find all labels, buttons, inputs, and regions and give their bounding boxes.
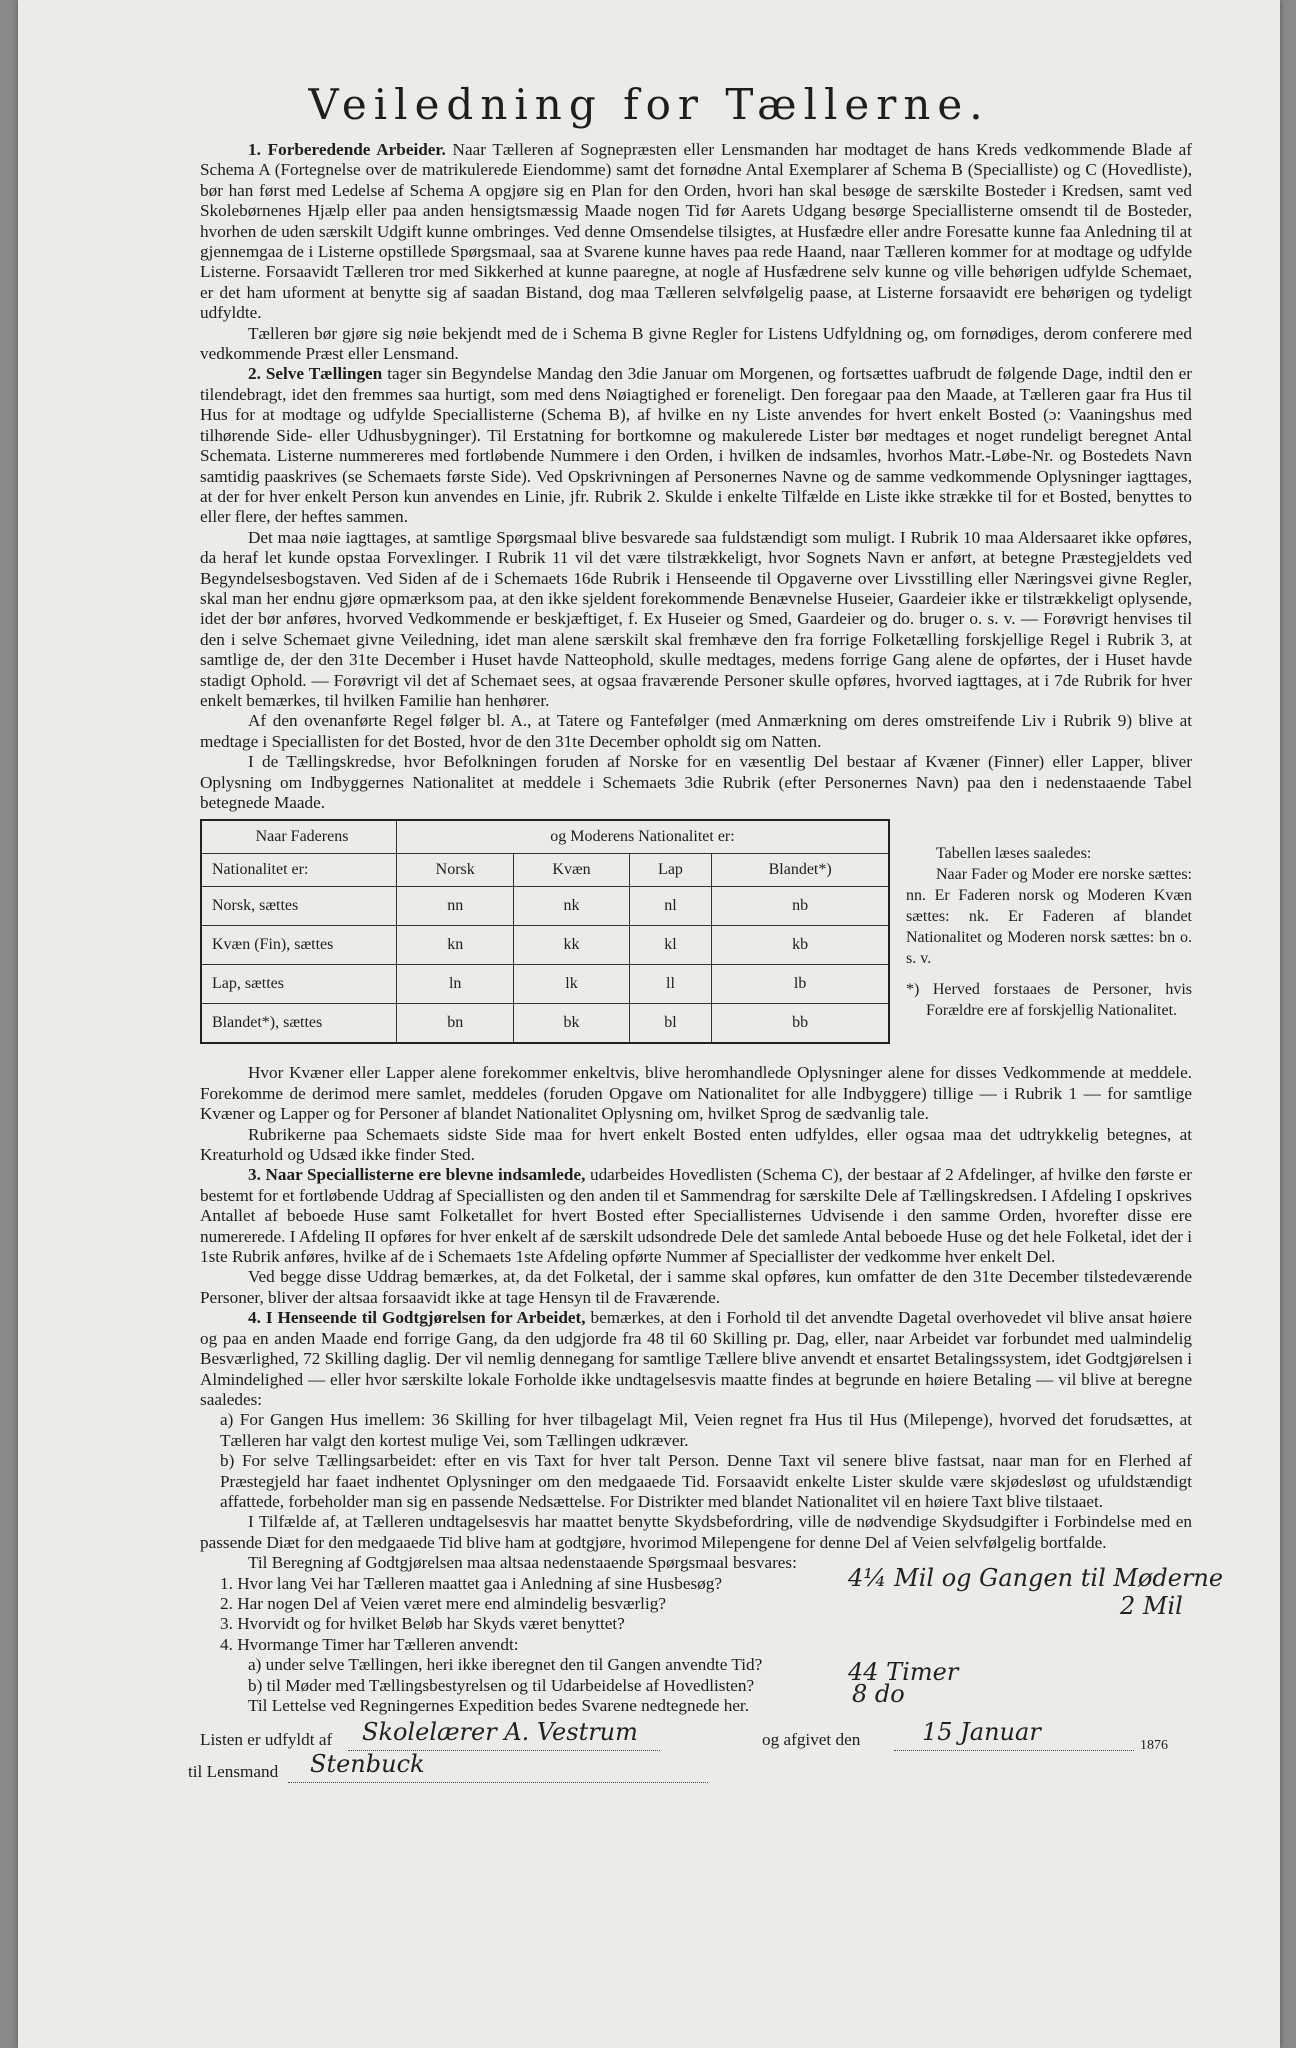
year-label: 1876: [1140, 1738, 1168, 1754]
table-cell: nb: [712, 887, 889, 926]
nationality-table: [200, 819, 890, 1044]
section-4-heading: 4. I Henseende til Godtgjørelsen for Arbeidet,: [248, 1308, 586, 1328]
section-4-item-b: b) For selve Tællingsarbeidet: efter en vis Taxt for hver talt Person. Denne Taxt vil senere blive fastsat, naar man for en Flerhed af Præstegjeld har faaet indhentet Oplysninger om den medgaaede Tid. Forsaavidt enkelte Lister skulde være skjødesløst og ufuldstændigt affattede, forbeholder man sig en passende Nedsættelse. For Distrikter med blandet Nationalitet vil en høiere Taxt blive tilstaaet.: [220, 1451, 1192, 1511]
question-4b: b) til Møder med Tællingsbestyrelsen og til Udarbeidelse af Hovedlisten?: [248, 1675, 755, 1695]
section-2-paragraph-2: Det maa nøie iagttages, at samtlige Spørgsmaal blive besvarede saa fuldstændigt som muligt. I Rubrik 10 maa Aldersaaret ikke opføres, da heraf let kunde opstaa Forvexlinger. I Rubrik 11 vil det være tilstrækkeligt, hvor Sognets Navn er anført, at betegne Præstegjeldets ved Begyndelsesbogstaven. Ved Siden af de i Schemaets 16de Rubrik i Henseende til Opgaverne over Livsstilling eller Næringsvei givne Regler, skal man her endnu gjøre opmærksom paa, at den ikke sjeldent forekommende Benævnelse Huseier, Gaardeier ikke er tilstrækkeligt oplysende, idet der bør anføres, hvorved Vedkommende er beskjæftiget, f. Ex Huseier og Smed, Gaardeier og do. bruger o. s. v. — Forøvrigt henvises til den i selve Schemaet givne Veiledning, idet man alene særskilt skal fremhæve den fra forrige Folketælling forskjellige Regel i Rubrik 3, at samtlige de, der den 31te December i Huset havde Natteophold, skulle medtages, medens forrige Gang alene de opførtes, der i Huset havde stadigt Ophold. — Forøvrigt vil det af Schemaet sees, at ogsaa fraværende Personer skulle opføres, hvorved iagttages, at i 7de Rubrik for hver enkelt bemærkes, til hvilken Familie han henhører.: [200, 527, 1192, 710]
question-4a: a) under selve Tællingen, heri ikke iberegnet den til Gangen anvendte Tid?: [248, 1655, 763, 1675]
table-cell: lk: [514, 965, 629, 1004]
table-cell: bn: [397, 1004, 514, 1044]
table-cell: ll: [629, 965, 712, 1004]
table-explanation: [906, 843, 1192, 1021]
section-3-heading: 3. Naar Speciallisterne ere blevne indsamlede,: [248, 1165, 586, 1185]
section-3-paragraph-2: Ved begge disse Uddrag bemærkes, at, da det Folketal, der i samme skal opføres, kun omfatter de den 31te December tilstedeværende Personer, bliver der altsaa forsaavidt ikke at tage Hensyn til de Fraværende.: [200, 1267, 1192, 1307]
document-page: [18, 0, 1280, 2048]
father-header-2: Nationalitet er:: [201, 854, 397, 887]
table-cell: ln: [397, 965, 514, 1004]
section-3-paragraph: 3. Naar Speciallisterne ere blevne indsamlede, udarbeides Hovedlisten (Schema C), der bestaar af 2 Afdelinger, af hvilke den første er bestemt for et fortløbende Uddrag af Speciallisten og den anden til et Sammendrag for særskilte Dele af Tællingskredsen. I Afdeling I opskrives Antallet af beboede Huse samt Folketallet for hvert Bosted efter Speciallisternes Udvisende i den samme Orden, hvorefter disse ere numererede. I Afdeling II opføres for hver enkelt af de særskilt udsondrede Dele det samlede Antal beboede Huse og det hele Folketal, idet der i 1ste Rubrik anføres, hvilke af de i Schemaets 1ste Afdeling opførte Nummer af Speciallister der vedkomme hver enkelt Del.: [200, 1165, 1193, 1267]
table-caption: Tabellen læses saaledes:: [936, 845, 1092, 863]
row-label: Kvæn (Fin), sættes: [201, 926, 397, 965]
table-header-row: [201, 820, 889, 854]
signature-block: [188, 1718, 1192, 1792]
handwritten-date: 15 Januar: [922, 1718, 1041, 1747]
column-header: Kvæn: [514, 854, 629, 887]
lensmand-label: til Lensmand: [188, 1762, 279, 1782]
question-3: 3. Hvorvidt og for hvilket Beløb har Skyds været benyttet?: [220, 1614, 625, 1634]
section-1-paragraph-2: Tælleren bør gjøre sig nøie bekjendt med de i Schema B givne Regler for Listens Udfyldning og, om fornødiges, derom conferere med vedkommende Præst eller Lensmand.: [200, 323, 1192, 364]
afgivet-label: og afgivet den: [762, 1730, 861, 1750]
table-cell: nl: [629, 887, 712, 926]
section-2-heading: 2. Selve Tællingen: [248, 364, 383, 384]
table-cell: kn: [397, 926, 514, 965]
section-4-paragraph-3: Til Beregning af Godtgjørelsen maa altsaa nedenstaaende Spørgsmaal besvares:: [248, 1553, 797, 1573]
column-header: Norsk: [397, 854, 514, 887]
table-column-row: [201, 854, 889, 887]
after-table-paragraph: Hvor Kvæner eller Lapper alene forekommer enkeltvis, blive heromhandlede Oplysninger alene for disses Vedkommende at meddele. Forekomme de derimod mere samlet, meddeles (foruden Opgave om Nationalitet for alle Indbyggere) tillige — i Rubrik 1 — for samtlige Kvæner og Lapper og for Personer af blandet Nationalitet Oplysning om, hvilket Sprog de sædvanlig tale.: [200, 1063, 1192, 1124]
table-cell: bb: [712, 1004, 889, 1044]
nationality-block: [200, 819, 1192, 1055]
after-table-paragraph-2: Rubrikerne paa Schemaets sidste Side maa for hvert enkelt Bosted enten udfyldes, eller ogsaa maa det udtrykkelig betegnes, at Kreaturhold og Udsæd ikke finder Sted.: [200, 1124, 1192, 1165]
table-cell: kb: [712, 926, 889, 965]
table-cell: bk: [514, 1004, 629, 1044]
page-title: Veiledning for Tællerne.: [308, 80, 990, 129]
table-explanation-text: Naar Fader og Moder ere norske sættes: nn. Er Faderen norsk og Moderen Kvæn sættes: nk. Er Faderen af blandet Nationalitet og Moderen norsk sættes: bn o. s. v.: [906, 866, 1192, 968]
handwritten-lister-name: Skolelærer A. Vestrum: [362, 1718, 638, 1747]
listen-label: Listen er udfyldt af: [200, 1730, 333, 1750]
table-cell: nk: [514, 887, 629, 926]
section-1-heading: 1. Forberedende Arbeider.: [248, 140, 446, 159]
section-1-paragraph: 1. Forberedende Arbeider. Naar Tælleren af Sognepræsten eller Lensmanden har modtaget de hans Kreds vedkommende Blade af Schema A (Fortegnelse over de matrikulerede Eiendomme) samt det fornødne Antal Exemplarer af Schema B (Specialliste) og C (Hovedliste), bør han først med Ledelse af Schema A opgjøre sig en Plan for den Orden, hvori han skal besøge de særskilte Bosteder i Kredsen, samt ved Skolebørnenes Hjælp eller paa anden hensigtsmæssig Maade nogen Tid før Aarets Udgang besørge Speciallisterne omsendt til de Bosteder, hvorhen de uden særskilt Udgift kunne ombringes. Ved denne Omsendelse tilsigtes, at Husfædre eller andre Foresatte kunne faa Anledning til at gjennemgaa de i Listerne opstillede Spørgsmaal, saa at Svarene kunne haves paa rede Haand, naar Tælleren kommer for at modtage og udfylde Listerne. Forsaavidt Tælleren tror med Sikkerhed at kunne paaregne, at nogle af Husfædrene selv kunne og ville behørigen udfylde Schemaet, er det ham uforment at benytte sig af saadan Bistand, dog maa Tælleren selvfølgelig paase, at Listerne forsaavidt ere behørigen og tydeligt udfyldte.: [200, 140, 1192, 323]
table-cell: kl: [629, 926, 712, 965]
table-footnote: *) Herved forstaaes de Personer, hvis Forældre ere af forskjellig Nationalitet.: [906, 981, 1192, 1020]
table-row: [201, 887, 889, 926]
section-2-paragraph-4: I de Tællingskredse, hvor Befolkningen foruden af Norske for en væsentlig Del bestaar af Kvæner (Finner) eller Lapper, bliver Oplysning om Indbyggernes Nationalitet at meddele i Schemaets 3die Rubrik (efter Personernes Navn) paa den i nedenstaaende Tabel betegnede Maade.: [200, 752, 1192, 812]
section-4-paragraph: 4. I Henseende til Godtgjørelsen for Arbeidet, bemærkes, at den i Forhold til det anvendte Dagetal overhovedet vil blive ansat høiere og paa en anden Maade end forrige Gang, da den udgjorde fra 48 til 60 Skilling pr. Dag, eller, naar Arbeidet var forbundet med ualmindelig Besværlighed, 72 Skilling daglig. Der vil nemlig dennegang for samtlige Tællere blive anvendt et ensartet Betalingssystem, idet Godtgjørelsen i Almindelighed — eller hvor særskilte lokale Forholde ikke undtagelsesvis maatte findes at begrunde en høiere Betaling — vil blive at beregne saaledes:: [200, 1308, 1192, 1409]
column-header: Lap: [629, 854, 712, 887]
father-header: Naar Faderens: [201, 820, 397, 854]
question-4: 4. Hvormange Timer har Tælleren anvendt:: [220, 1634, 519, 1654]
table-cell: bl: [629, 1004, 712, 1044]
question-1: 1. Hvor lang Vei har Tælleren maattet gaa i Anledning af sine Husbesøg?: [220, 1573, 722, 1593]
row-label: Norsk, sættes: [201, 887, 397, 926]
table-cell: lb: [712, 965, 889, 1004]
section-4-paragraph-2: I Tilfælde af, at Tælleren undtagelsesvis har maattet benytte Skydsbefordring, ville de nødvendige Skydsudgifter i Forbindelse med en passende Diæt for den medgaaede Tid blive ham at godtgjøre, hvorimod Milepengene for denne Del af Veien selvfølgelig bortfalde.: [200, 1512, 1192, 1552]
section-2-paragraph-3: Af den ovenanførte Regel følger bl. A., at Tatere og Fantefølger (med Anmærkning om deres omstreifende Liv i Rubrik 9) blive at medtage i Speciallisten for det Bosted, hvor de den 31te December opholdt sig om Natten.: [200, 711, 1192, 751]
section-2-paragraph: 2. Selve Tællingen tager sin Begyndelse Mandag den 3die Januar om Morgenen, og fortsættes uafbrudt de følgende Dage, indtil den er tilendebragt, idet den fremmes saa hurtigt, som med dens Nøiagtighed er foreneligt. Den foregaar paa den Maade, at Tælleren gaar fra Hus til Hus for at modtage og udfylde Speciallisterne (Schema B), af hvilke en ny Liste anvendes for hvert enkelt Bosted (ɔ: Vaaningshus med tilhørende Side- eller Udhusbygninger). Til Erstatning for bortkomne og makulerede Lister bør medtages et noget rundeligt beregnet Antal Schemata. Listerne nummereres med fortløbende Nummere i den Orden, i hvilken de indsamles, hvorhos Matr.-Løbe-Nr. og Bostedets Navn samtidig paaskrives (se Schemaets første Side). Ved Opskrivningen af Personernes Navne og de samme vedkommende Oplysninger iagttages, at der for hver enkelt Person kun anvendes en Linie, jfr. Rubrik 2. Skulde i enkelte Tilfælde en Liste ikke strække til for et Bosted, benyttes to eller flere, der heftes sammen.: [200, 364, 1193, 527]
table-row: [201, 1004, 889, 1044]
table-cell: nn: [397, 887, 514, 926]
handwritten-answer-1b: 2 Mil: [1120, 1591, 1183, 1620]
section-4-item-a: a) For Gangen Hus imellem: 36 Skilling for hver tilbagelagt Mil, Veien regnet fra Hus til Hus (Milepenge), hvorved det forudsættes, at Tælleren har valgt den kortest mulige Vei, som Tællingen udkræver.: [220, 1410, 1192, 1450]
handwritten-answer-1: 4¼ Mil og Gangen til Møderne: [848, 1563, 1224, 1592]
column-header: Blandet*): [712, 854, 889, 887]
lensmand-fill-line: [288, 1782, 708, 1783]
row-label: Blandet*), sættes: [201, 1004, 397, 1044]
instructions-body: [188, 140, 1224, 1792]
table-row: [201, 965, 889, 1004]
date-fill-line: [894, 1750, 1134, 1751]
handwritten-answer-4a: 44 Timer: [848, 1657, 959, 1686]
row-label: Lap, sættes: [201, 965, 397, 1004]
handwritten-lensmand-name: Stenbuck: [310, 1750, 425, 1779]
mother-header: og Moderens Nationalitet er:: [397, 820, 890, 854]
table-cell: kk: [514, 926, 629, 965]
handwritten-answer-4b: 8 do: [852, 1679, 905, 1708]
question-2: 2. Har nogen Del af Veien været mere end almindelig besværlig?: [220, 1593, 666, 1613]
closing-line: Til Lettelse ved Regningernes Expedition bedes Svarene nedtegnede her.: [248, 1695, 750, 1715]
table-row: [201, 926, 889, 965]
